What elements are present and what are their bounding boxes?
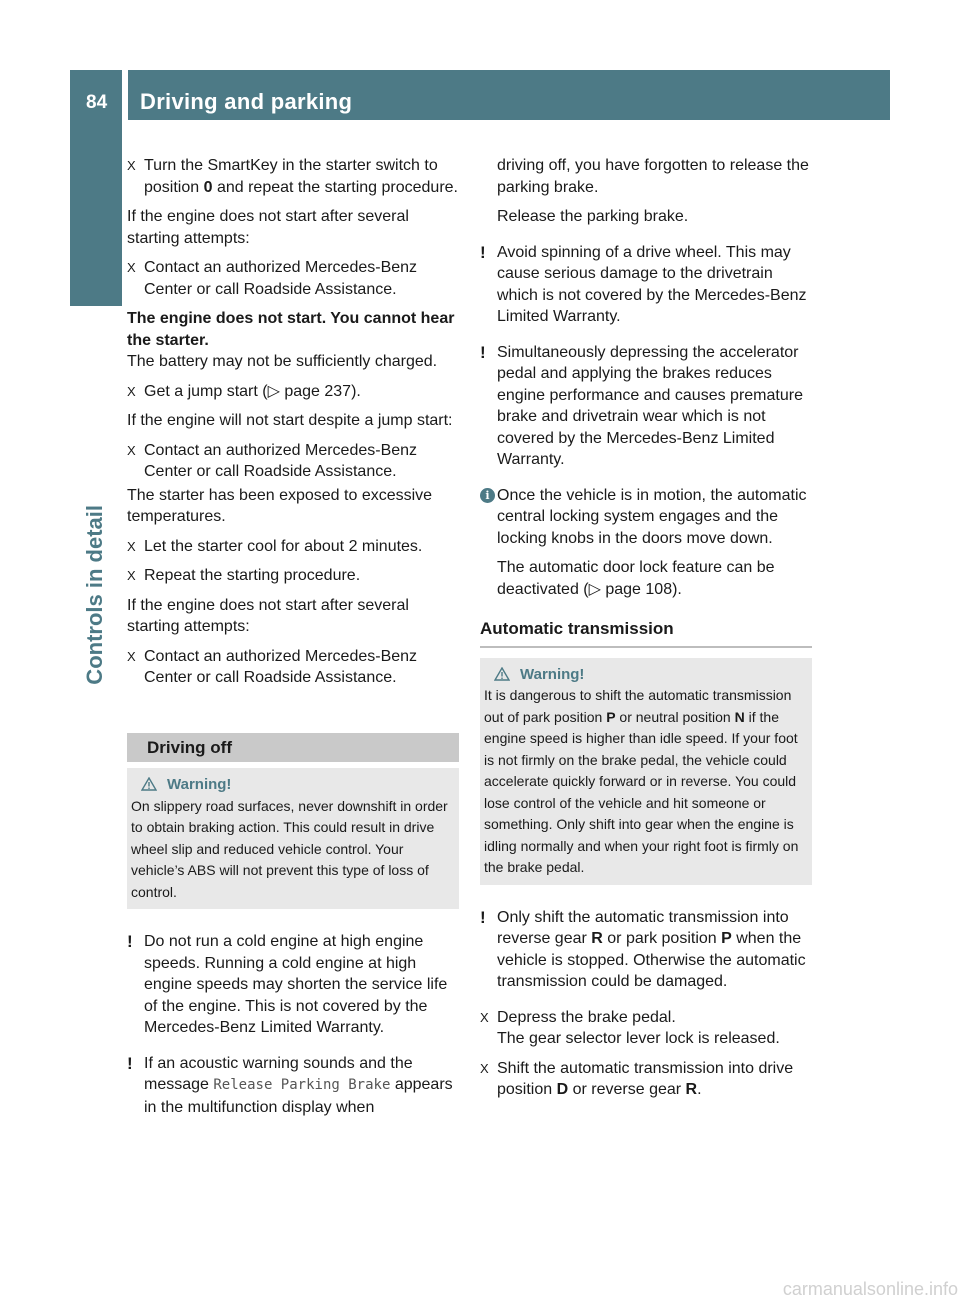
- warning-text-part: It is dangerous to shift the automatic transmission out of park position: [484, 687, 792, 725]
- caution-icon: !: [480, 907, 486, 927]
- step-marker: X: [127, 158, 136, 173]
- warning-text-bold: N: [734, 708, 745, 725]
- paragraph: The starter has been exposed to excessive temperatures.: [127, 486, 433, 525]
- info-icon: i: [480, 488, 495, 503]
- step-marker: X: [127, 442, 136, 458]
- side-label-text: Controls in detail: [82, 505, 107, 685]
- instruction-step: [127, 536, 459, 558]
- step-text: Turn the SmartKey in the starter switch to position: [144, 157, 438, 196]
- caution-icon: !: [480, 242, 486, 262]
- step-text: .: [697, 1081, 702, 1098]
- step-text-bold: D: [556, 1081, 569, 1098]
- step-marker: X: [127, 568, 136, 583]
- step-marker: X: [480, 1060, 489, 1076]
- caution-note: [127, 931, 459, 1039]
- warning-box: [480, 658, 812, 885]
- section-title: Driving and parking: [140, 89, 353, 114]
- warning-text: [484, 685, 806, 879]
- warning-title: Warning!: [167, 776, 232, 793]
- note-continuation: Release the parking brake.: [497, 208, 689, 225]
- step-text: Shift the automatic transmission into drive position: [497, 1059, 794, 1098]
- bold-heading: The engine does not start. You cannot hear the starter.: [127, 310, 455, 349]
- note-text: Only shift the automatic transmission into reverse gear: [497, 908, 789, 947]
- instruction-step: [127, 440, 459, 483]
- warning-header: [141, 774, 453, 796]
- caution-note: [127, 1053, 459, 1119]
- caution-icon: !: [480, 342, 486, 362]
- caution-icon: !: [127, 1053, 133, 1073]
- subsection-heading: Automatic transmission: [480, 612, 812, 648]
- step-text: Contact an authorized Mercedes-Benz Center or call Roadside Assistance.: [144, 259, 418, 298]
- paragraph: If the engine does not start after several starting attempts:: [127, 596, 409, 635]
- step-text-bold: 0: [203, 178, 213, 196]
- paragraph: If the engine will not start despite a jump start:: [127, 412, 453, 429]
- caution-icon: !: [127, 932, 133, 951]
- note-text-bold: P: [721, 930, 732, 947]
- step-marker: X: [127, 383, 136, 399]
- warning-text-part: if the engine speed is higher than idle speed. If your foot is not firmly on the brake pedal, the vehicle could accelerate quickly forward or in reverse. You could lose control of the vehicle and hit someone or something. Only shift into gear when the engine is idling normally and when your right foot is firmly on the brake pedal.: [484, 708, 799, 875]
- note-continuation: driving off, you have forgotten to release the parking brake.: [497, 157, 809, 196]
- paragraph: If the engine does not start after several starting attempts:: [127, 208, 409, 247]
- step-text: Let the starter cool for about 2 minutes.: [144, 537, 423, 555]
- step-result: The gear selector lever lock is released.: [497, 1030, 780, 1047]
- step-marker: X: [127, 538, 136, 554]
- page-number-box: [70, 70, 122, 120]
- warning-title: Warning!: [520, 665, 585, 683]
- caution-note: [480, 242, 812, 328]
- side-tab: [70, 120, 122, 306]
- note-text: Simultaneously depressing the accelerator pedal and applying the brakes reduces engine performance and causes premature brake and drivetrain wear which is not covered by the Mercedes-Benz Limited Warranty.: [497, 343, 803, 468]
- instruction-step: [127, 381, 459, 403]
- caution-note: [480, 342, 812, 471]
- step-marker: X: [480, 1009, 489, 1025]
- warning-text: On slippery road surfaces, never downshift in order to obtain braking action. This could result in drive wheel slip and reduced vehicle control. Your vehicle’s ABS will not prevent this type of loss of control.: [131, 797, 448, 900]
- section-heading: Driving off: [127, 733, 459, 763]
- info-note: [480, 485, 812, 550]
- note-text: appears in the multifunction display when: [144, 1076, 453, 1116]
- instruction-step: [480, 1058, 812, 1101]
- caution-note: [480, 907, 812, 993]
- instruction-step: [480, 1007, 812, 1050]
- note-text: If an acoustic warning sounds and the message: [144, 1054, 413, 1093]
- step-text: Repeat the starting procedure.: [144, 567, 361, 584]
- warning-box: [127, 768, 459, 909]
- info-continuation: The automatic door lock feature can be deactivated (▷ page 108).: [497, 559, 775, 598]
- step-marker: X: [127, 648, 136, 664]
- display-message: Release Parking Brake: [213, 1077, 391, 1093]
- instruction-step: [127, 155, 459, 198]
- step-text: Contact an authorized Mercedes-Benz Center or call Roadside Assistance.: [144, 647, 418, 686]
- instruction-step: [127, 565, 459, 587]
- left-column: [127, 155, 459, 1132]
- note-text: Do not run a cold engine at high engine speeds. Running a cold engine at high engine speeds may shorten the service life of the engine. This is not covered by the Mercedes-Benz Limited Warranty.: [144, 933, 448, 1036]
- note-text: or park position: [602, 930, 722, 947]
- warning-text-bold: P: [606, 708, 616, 725]
- note-text-bold: R: [591, 930, 603, 947]
- page-number: 84: [86, 92, 108, 113]
- warning-triangle-icon: [494, 667, 510, 681]
- step-text: Contact an authorized Mercedes-Benz Center or call Roadside Assistance.: [144, 441, 418, 480]
- step-text: or reverse gear: [568, 1081, 686, 1098]
- warning-text-part: or neutral position: [615, 708, 735, 725]
- info-text: Once the vehicle is in motion, the automatic central locking system engages and the locking knobs in the doors move down.: [497, 486, 807, 547]
- step-marker: X: [127, 260, 136, 275]
- note-text: Avoid spinning of a drive wheel. This may cause serious damage to the drivetrain which is not covered by the Mercedes-Benz Limited Warranty.: [497, 243, 807, 325]
- step-text-bold: R: [685, 1081, 698, 1098]
- page-header: [70, 70, 890, 120]
- warning-triangle-icon: [141, 777, 157, 791]
- instruction-step: [127, 257, 459, 300]
- step-text: Depress the brake pedal.: [497, 1008, 676, 1026]
- section-title-box: [128, 70, 890, 120]
- note-text: when the vehicle is stopped. Otherwise the automatic transmission could be damaged.: [497, 930, 806, 990]
- right-column: [480, 155, 812, 1109]
- instruction-step: [127, 646, 459, 689]
- paragraph: The battery may not be sufficiently charged.: [127, 353, 438, 370]
- watermark: carmanualsonline.info: [782, 1279, 958, 1299]
- warning-header: [494, 664, 806, 686]
- step-text: and repeat the starting procedure.: [212, 178, 458, 196]
- step-text: Get a jump start (▷ page 237).: [144, 382, 361, 400]
